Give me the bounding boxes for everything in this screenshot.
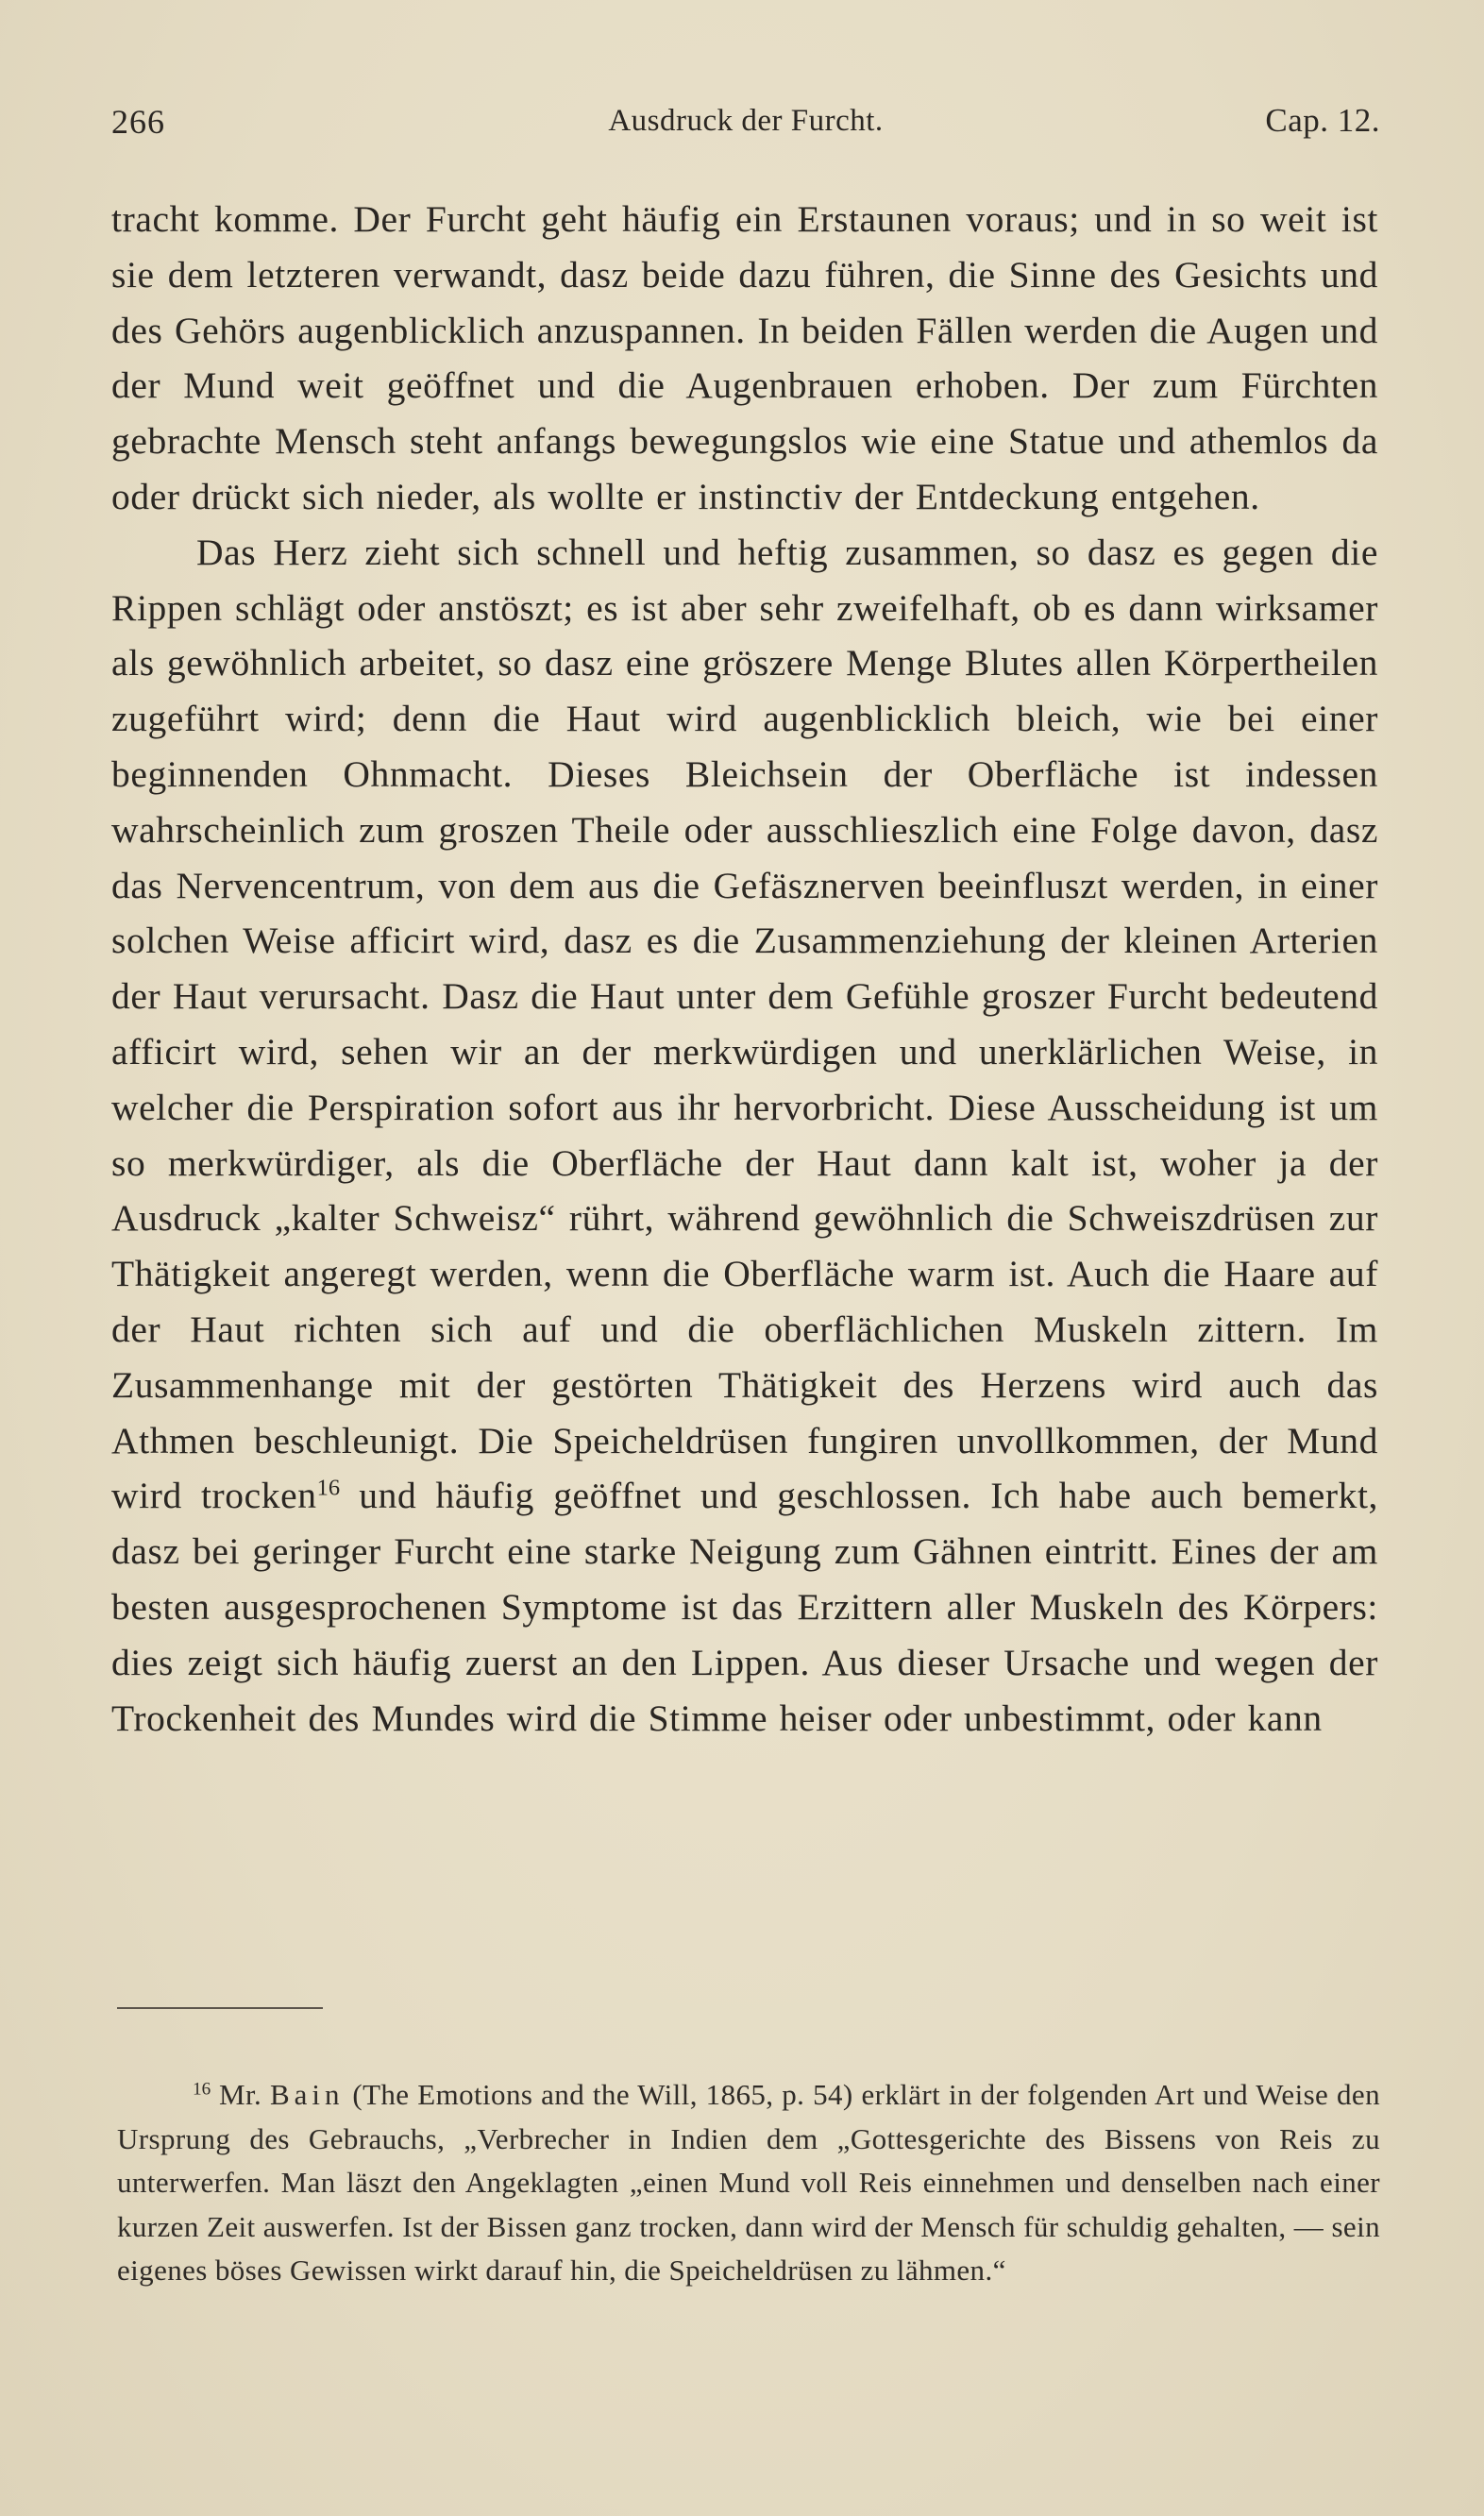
footnote-text: (The Emotions and the Will, 1865, p. 54) erklärt in der folgenden Art und Weise den Ursprung des Gebrauchs, „Verbrecher in Indien dem „Gottesgerichte des Bissens von Reis zu unterwerfen. Man läszt den Angeklagten „einen Mund voll Reis einnehmen und denselben nach einer kurzen Zeit auswerfen. Ist der Bissen ganz trocken, dann wird der Mensch für schuldig gehalten, — sein eigenes böses Gewissen wirkt darauf hin, die Speicheldrüsen zu lähmen.“ bbox=[117, 2078, 1380, 2287]
footnote-number: 16 bbox=[193, 2079, 211, 2100]
footnote-author: Bain bbox=[269, 2078, 345, 2111]
footnote-prefix: Mr. bbox=[211, 2078, 270, 2111]
running-head bbox=[111, 102, 1380, 149]
paragraph-2 bbox=[111, 525, 1378, 1747]
paragraph-1: tracht komme. Der Furcht geht häufig ein Erstaunen voraus; und in so weit ist sie dem letzteren verwandt, dasz beide dazu führen, die Sinne des Gesichts und des Gehörs augenblicklich anzuspannen. In beiden Fällen werden die Augen und der Mund weit geöffnet und die Augenbrauen erhoben. Der zum Fürchten gebrachte Mensch steht anfangs bewegungslos wie eine Statue und athemlos da oder drückt sich nieder, als wollte er instinctiv der Entdeckung entgehen. bbox=[111, 198, 1378, 517]
chapter-label: Cap. 12. bbox=[1265, 102, 1380, 139]
footnote-divider bbox=[117, 2007, 323, 2009]
footnote bbox=[117, 2073, 1380, 2293]
paragraph-2-text-end: und häufig geöffnet und geschlossen. Ich habe auch bemerkt, dasz bei geringer Furcht eine starke Neigung zum Gähnen eintritt. Eines der am besten ausgesprochenen Symptome ist das Erzittern aller Muskeln des Körpers: dies zeigt sich häufig zuerst an den Lippen. Aus dieser Ursache und wegen der Trockenheit des Mundes wird die Stimme heiser oder unbestimmt, oder kann bbox=[111, 1475, 1378, 1739]
running-title: Ausdruck der Furcht. bbox=[608, 104, 884, 138]
footnote-reference: 16 bbox=[316, 1475, 341, 1501]
page-number: 266 bbox=[111, 103, 165, 141]
paragraph-2-text-start: Das Herz zieht sich schnell und heftig zusammen, so dasz es gegen die Rippen schlägt oder anstöszt; es ist aber sehr zweifelhaft, ob es dann wirksamer als gewöhnlich arbeitet, so dasz eine gröszere Menge Blutes allen Körpertheilen zugeführt wird; denn die Haut wird augenblicklich bleich, wie bei einer beginnenden Ohnmacht. Dieses Bleichsein der Oberfläche ist indessen wahrscheinlich zum groszen Theile oder ausschlieszlich eine Folge davon, dasz das Nervencentrum, von dem aus die Gefäsznerven beeinfluszt werden, in einer solchen Weise afficirt wird, dasz es die Zusammenziehung der kleinen Arterien der Haut verursacht. Dasz die Haut unter dem Gefühle groszer Furcht bedeutend afficirt wird, sehen wir an der merkwürdigen und unerklärlichen Weise, in welcher die Perspiration sofort aus ihr hervorbricht. Diese Ausscheidung ist um so merkwürdiger, als die Oberfläche der Haut dann kalt ist, woher ja der Ausdruck „kalter Schweisz“ rührt, während gewöhnlich die Schweiszdrüsen zur Thätigkeit angeregt werden, wenn die Oberfläche warm ist. Auch die Haare auf der Haut richten sich auf und die oberflächlichen Muskeln zittern. Im Zusammenhange mit der gestörten Thätigkeit des Herzens wird auch das Athmen beschleunigt. Die Speicheldrüsen fungiren unvollkommen, der Mund wird trocken bbox=[111, 531, 1378, 1517]
main-text bbox=[111, 192, 1378, 1746]
